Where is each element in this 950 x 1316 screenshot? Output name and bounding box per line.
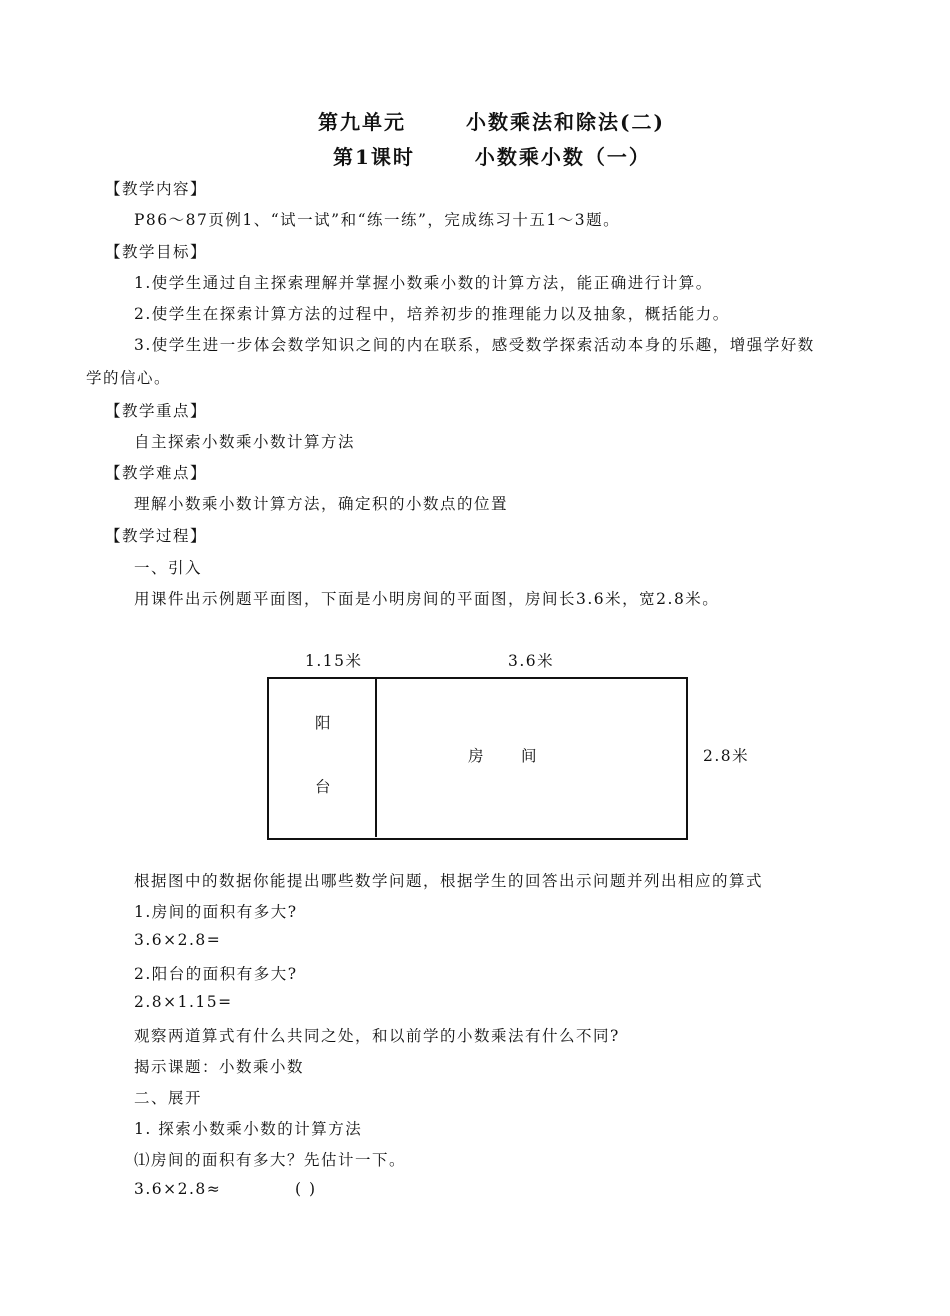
- question-1: 1.房间的面积有多大?: [134, 903, 298, 921]
- balcony-width-label: 1.15米: [305, 652, 363, 670]
- balcony-label-2: 台: [315, 778, 333, 796]
- topic-reveal: 揭示课题：小数乘小数: [134, 1058, 305, 1076]
- unit-name: 小数乘法和除法(二): [466, 110, 665, 134]
- formula-2: 2.8×1.15=: [134, 993, 233, 1011]
- content-heading: 【教学内容】: [105, 180, 208, 198]
- observation-text: 观察两道算式有什么共同之处，和以前学的小数乘法有什么不同?: [134, 1027, 620, 1045]
- key-heading: 【教学重点】: [105, 402, 208, 420]
- room-label-2: 间: [521, 747, 539, 765]
- floor-plan-divider: [375, 678, 377, 837]
- content-text: P86～87页例1、“试一试”和“练一练”，完成练习十五1～3题。: [134, 211, 621, 229]
- lesson-title: [333, 141, 651, 170]
- explore-heading: 1. 探索小数乘小数的计算方法: [134, 1120, 363, 1138]
- unit-number: 第九单元: [318, 110, 406, 134]
- estimate-formula: 3.6×2.8≈: [134, 1180, 222, 1198]
- formula-1: 3.6×2.8=: [134, 931, 222, 949]
- room-length-label: 3.6米: [508, 652, 555, 670]
- estimate-prompt: ⑴房间的面积有多大？先估计一下。: [134, 1151, 407, 1169]
- difficulty-text: 理解小数乘小数计算方法，确定积的小数点的位置: [134, 495, 509, 513]
- question-2: 2.阳台的面积有多大?: [134, 965, 298, 983]
- goal-3-line-2: 学的信心。: [86, 369, 172, 387]
- balcony-label-1: 阳: [315, 714, 333, 732]
- lesson-name: 小数乘小数（一）: [474, 145, 651, 169]
- step-2-heading: 二、展开: [134, 1089, 203, 1107]
- room-label-1: 房: [468, 747, 486, 765]
- goal-3-line-1: 3.使学生进一步体会数学知识之间的内在联系，感受数学探索活动本身的乐趣，增强学好数: [134, 336, 815, 354]
- goal-2: 2.使学生在探索计算方法的过程中，培养初步的推理能力以及抽象，概括能力。: [134, 305, 730, 323]
- question-prompt: 根据图中的数据你能提出哪些数学问题，根据学生的回答出示问题并列出相应的算式: [134, 872, 764, 890]
- estimate-blank: ( ): [295, 1180, 317, 1198]
- lesson-number: 第1课时: [333, 145, 415, 169]
- step-1-heading: 一、引入: [134, 559, 203, 577]
- unit-title: [318, 106, 665, 135]
- process-heading: 【教学过程】: [105, 527, 208, 545]
- goals-heading: 【教学目标】: [105, 243, 208, 261]
- intro-text: 用课件出示例题平面图，下面是小明房间的平面图，房间长3.6米，宽2.8米。: [134, 590, 720, 608]
- goal-1: 1.使学生通过自主探索理解并掌握小数乘小数的计算方法，能正确进行计算。: [134, 274, 713, 292]
- room-width-label: 2.8米: [703, 747, 750, 765]
- key-text: 自主探索小数乘小数计算方法: [134, 433, 356, 451]
- difficulty-heading: 【教学难点】: [105, 464, 208, 482]
